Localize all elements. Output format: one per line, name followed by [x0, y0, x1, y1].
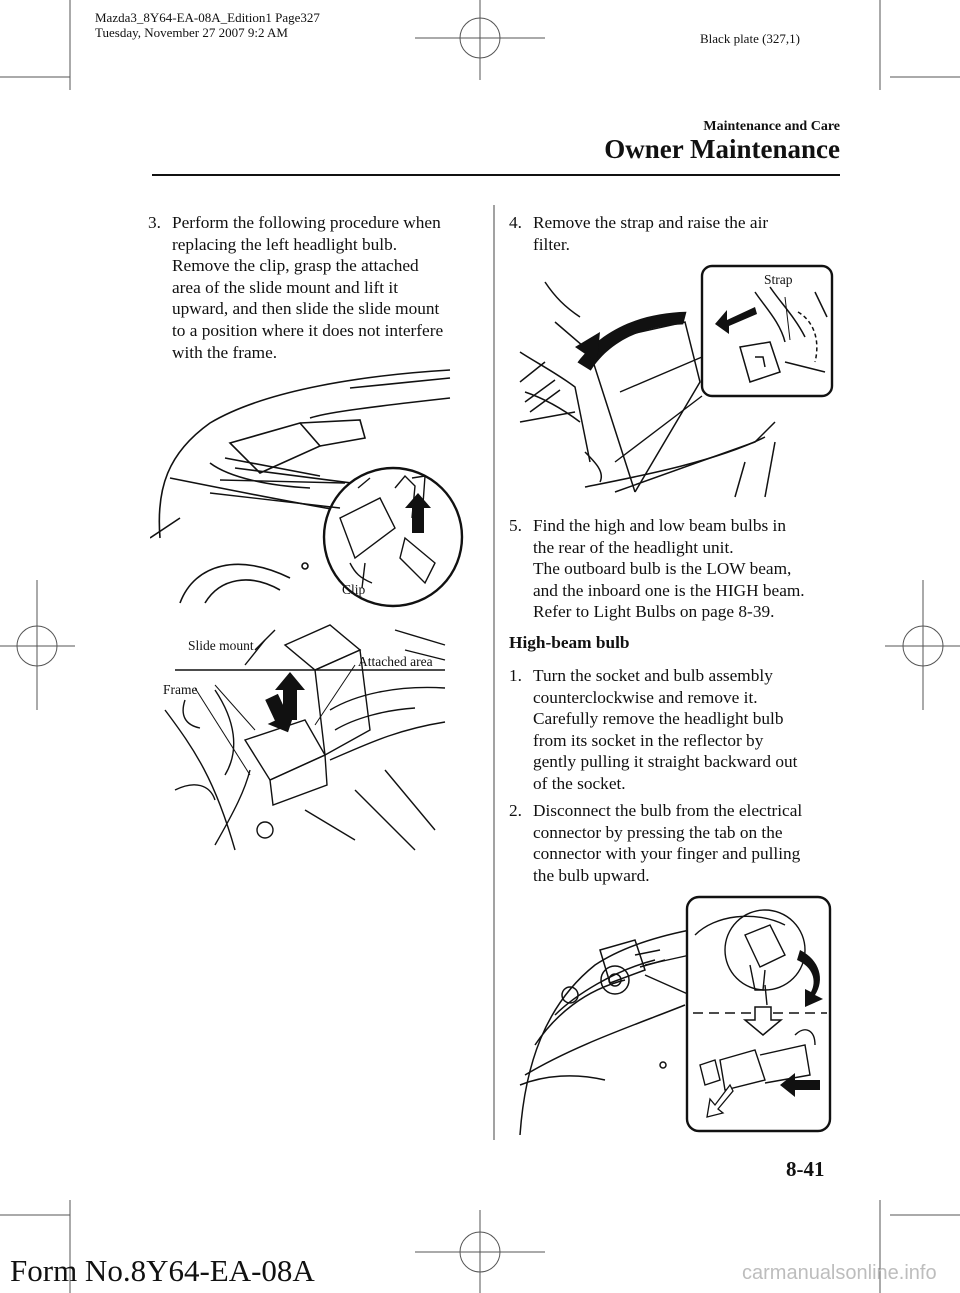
chapter-label: Maintenance and Care — [703, 119, 840, 134]
hb-step-1-line: Carefully remove the headlight bulb — [533, 709, 784, 729]
step-5-number: 5. — [509, 516, 522, 535]
step-3-line: to a position where it does not interfere — [172, 320, 444, 340]
slide-mount-label: Slide mount — [188, 638, 254, 653]
hb-step-1-number: 1. — [509, 666, 522, 685]
engine-bay-figure — [150, 368, 470, 608]
step-5-line: Find the high and low beam bulbs in — [533, 516, 786, 535]
high-beam-step-1 — [509, 665, 849, 795]
step-3-line: with the frame. — [172, 342, 278, 362]
step-3-line: Perform the following procedure when — [172, 213, 441, 232]
plate-label: Black plate (327,1) — [700, 31, 800, 46]
step-4-number: 4. — [509, 213, 522, 232]
clip-label: Clip — [342, 582, 366, 597]
hb-step-2-line: the bulb upward. — [533, 865, 650, 885]
high-beam-step-2 — [509, 800, 849, 886]
step-3-line: upward, and then slide the slide mount — [172, 299, 440, 319]
step-3 — [148, 212, 478, 363]
watermark: carmanualsonline.info — [742, 1262, 937, 1284]
frame-label: Frame — [163, 682, 198, 697]
form-number: Form No.8Y64-EA-08A — [10, 1253, 315, 1288]
print-header — [95, 10, 320, 40]
step-3-line: Remove the clip, grasp the attached — [172, 256, 419, 276]
hb-step-1-line: from its socket in the reflector by — [533, 730, 764, 750]
hb-step-2-line: connector with your finger and pulling — [533, 844, 801, 864]
step-4-line: Remove the strap and raise the air — [533, 213, 769, 232]
hb-step-1-line: gently pulling it straight backward out — [533, 752, 798, 772]
hb-step-1-line: counterclockwise and remove it. — [533, 687, 758, 707]
hb-step-2-line: Disconnect the bulb from the electrical — [533, 801, 803, 820]
step-5-line: Refer to Light Bulbs on page 8-39. — [533, 602, 775, 622]
step-5-line: the rear of the headlight unit. — [533, 537, 734, 557]
strap-label: Strap — [764, 272, 793, 287]
print-header-line2: Tuesday, November 27 2007 9:2 AM — [95, 25, 288, 40]
air-filter-figure — [515, 262, 835, 502]
hb-step-2-number: 2. — [509, 801, 522, 820]
step-4-line: filter. — [533, 234, 570, 254]
step-3-number: 3. — [148, 213, 161, 232]
high-beam-subheading: High-beam bulb — [509, 633, 630, 652]
attached-area-label: Attached area — [358, 654, 433, 669]
step-5-line: and the inboard one is the HIGH beam. — [533, 580, 805, 600]
hb-step-2-line: connector by pressing the tab on the — [533, 822, 783, 842]
step-4 — [509, 212, 839, 255]
headlight-bulb-figure — [515, 895, 835, 1135]
step-3-line: area of the slide mount and lift it — [172, 277, 399, 297]
print-header-line1: Mazda3_8Y64-EA-08A_Edition1 Page327 — [95, 10, 320, 25]
hb-step-1-line: Turn the socket and bulb assembly — [533, 666, 773, 685]
section-title: Owner Maintenance — [604, 134, 840, 164]
step-5 — [509, 515, 849, 623]
step-5-line: The outboard bulb is the LOW beam, — [533, 559, 792, 579]
step-3-line: replacing the left headlight bulb. — [172, 234, 398, 254]
hb-step-1-line: of the socket. — [533, 773, 626, 793]
page-number: 8-41 — [786, 1157, 825, 1181]
